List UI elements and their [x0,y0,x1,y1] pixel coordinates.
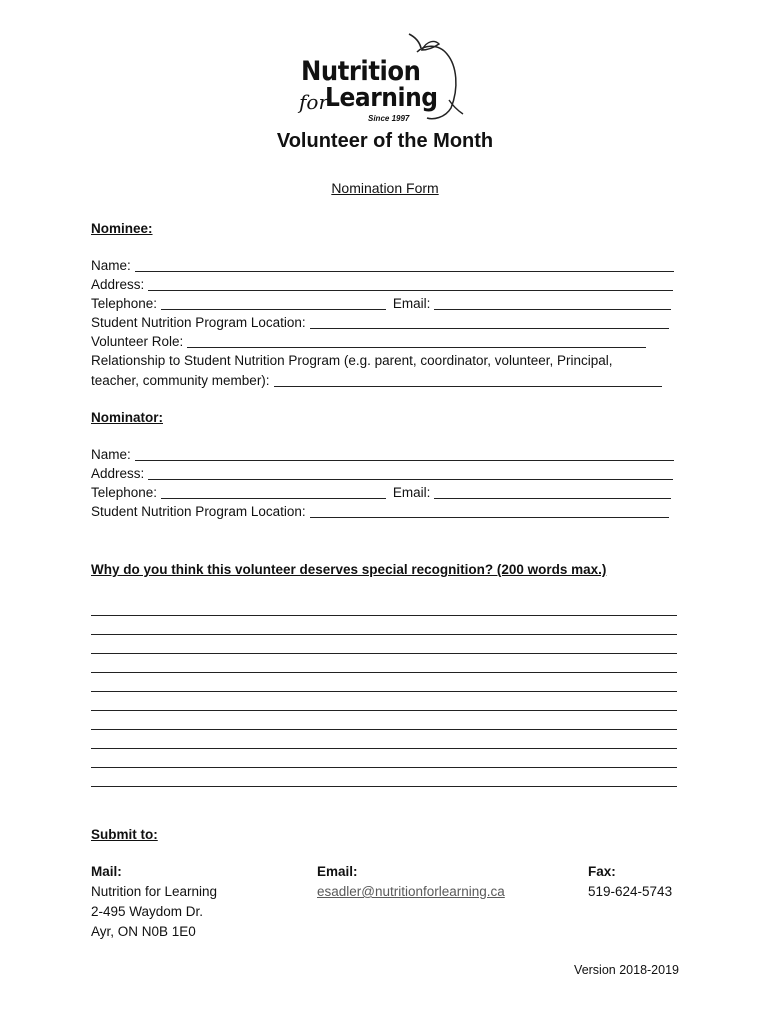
logo-word-for: for [299,90,329,114]
email-link[interactable]: esadler@nutritionforlearning.ca [317,884,505,899]
answer-line[interactable] [91,692,677,711]
nominator-telephone-label: Telephone: [91,485,158,500]
answer-line[interactable] [91,597,677,616]
mail-line-1: Nutrition for Learning [91,884,218,899]
nominator-name-input[interactable] [135,448,674,462]
nominator-location-row [91,503,669,521]
nominee-telephone-field[interactable] [161,295,386,310]
answer-line[interactable] [91,654,677,673]
nominator-telephone-input[interactable] [161,486,386,500]
nominator-email-field[interactable] [434,484,671,499]
subtitle-text: Nomination Form [331,180,439,196]
fax-heading: Fax: [588,864,616,879]
page-subtitle [0,180,770,196]
answer-line[interactable] [91,749,677,768]
fax-column [588,862,672,902]
nominee-address-field[interactable] [148,276,673,291]
answer-line[interactable] [91,768,677,787]
answer-line[interactable] [91,635,677,654]
nominee-telephone-label: Telephone: [91,296,158,311]
nominee-location-field[interactable] [310,314,669,329]
nominee-heading: Nominee: [91,221,153,236]
nominee-name-row [91,257,674,275]
email-column [317,862,505,902]
nominator-address-row [91,465,673,483]
nominator-contact-row [91,484,671,502]
nominee-contact-row [91,295,671,313]
nominee-email-input[interactable] [434,297,671,311]
nominee-location-input[interactable] [310,316,669,330]
nutrition-for-learning-logo [297,30,477,122]
nominee-role-input[interactable] [187,335,646,349]
submit-heading: Submit to: [91,827,158,842]
nominee-name-input[interactable] [135,259,674,273]
nominee-role-label: Volunteer Role: [91,334,184,349]
logo-word-nutrition: Nutrition [301,56,421,87]
nominator-heading: Nominator: [91,410,163,425]
nominee-email-label: Email: [392,296,431,311]
logo-since: Since 1997 [368,114,410,123]
nominator-address-input[interactable] [148,467,673,481]
mail-line-3: Ayr, ON N0B 1E0 [91,924,196,939]
nominee-relationship-label: Relationship to Student Nutrition Program (e.g. parent, coordinator, volunteer, Principal, [91,353,613,368]
answer-line[interactable] [91,730,677,749]
nominee-relationship-input[interactable] [274,374,662,388]
nominee-address-input[interactable] [148,278,673,292]
mail-heading: Mail: [91,864,122,879]
nominator-name-label: Name: [91,447,131,462]
nominator-address-field[interactable] [148,465,673,480]
page-title: Volunteer of the Month [276,130,494,152]
nominee-telephone-input[interactable] [161,297,386,311]
nominee-relationship-field[interactable] [274,372,662,387]
nominee-address-row [91,276,673,294]
version-label: Version 2018-2019 [574,963,679,977]
mail-column [91,862,217,942]
nominator-name-row [91,446,674,464]
nominator-telephone-field[interactable] [161,484,386,499]
nominator-location-label: Student Nutrition Program Location: [91,504,306,519]
nominee-email-field[interactable] [434,295,671,310]
nominee-location-label: Student Nutrition Program Location: [91,315,306,330]
nominator-location-field[interactable] [310,503,669,518]
nominator-name-field[interactable] [135,446,674,461]
nominator-location-input[interactable] [310,505,669,519]
answer-line[interactable] [91,673,677,692]
nominee-role-field[interactable] [187,333,646,348]
logo-word-learning: Learning [325,83,438,113]
mail-line-2: 2-495 Waydom Dr. [91,904,204,919]
nominee-relationship-row [91,372,662,390]
answer-line[interactable] [91,616,677,635]
nominator-email-input[interactable] [434,486,671,500]
nominee-relationship-label-cont: teacher, community member): [91,373,270,388]
nominee-role-row [91,333,646,351]
fax-number: 519-624-5743 [588,884,673,899]
nominee-name-field[interactable] [135,257,674,272]
email-heading: Email: [317,864,358,879]
nominee-location-row [91,314,669,332]
nominee-name-label: Name: [91,258,131,273]
recognition-question: Why do you think this volunteer deserves special recognition? (200 words max.) [91,562,607,577]
nominee-address-label: Address: [91,277,145,292]
nominator-email-label: Email: [392,485,431,500]
nominator-address-label: Address: [91,466,145,481]
answer-line[interactable] [91,711,677,730]
